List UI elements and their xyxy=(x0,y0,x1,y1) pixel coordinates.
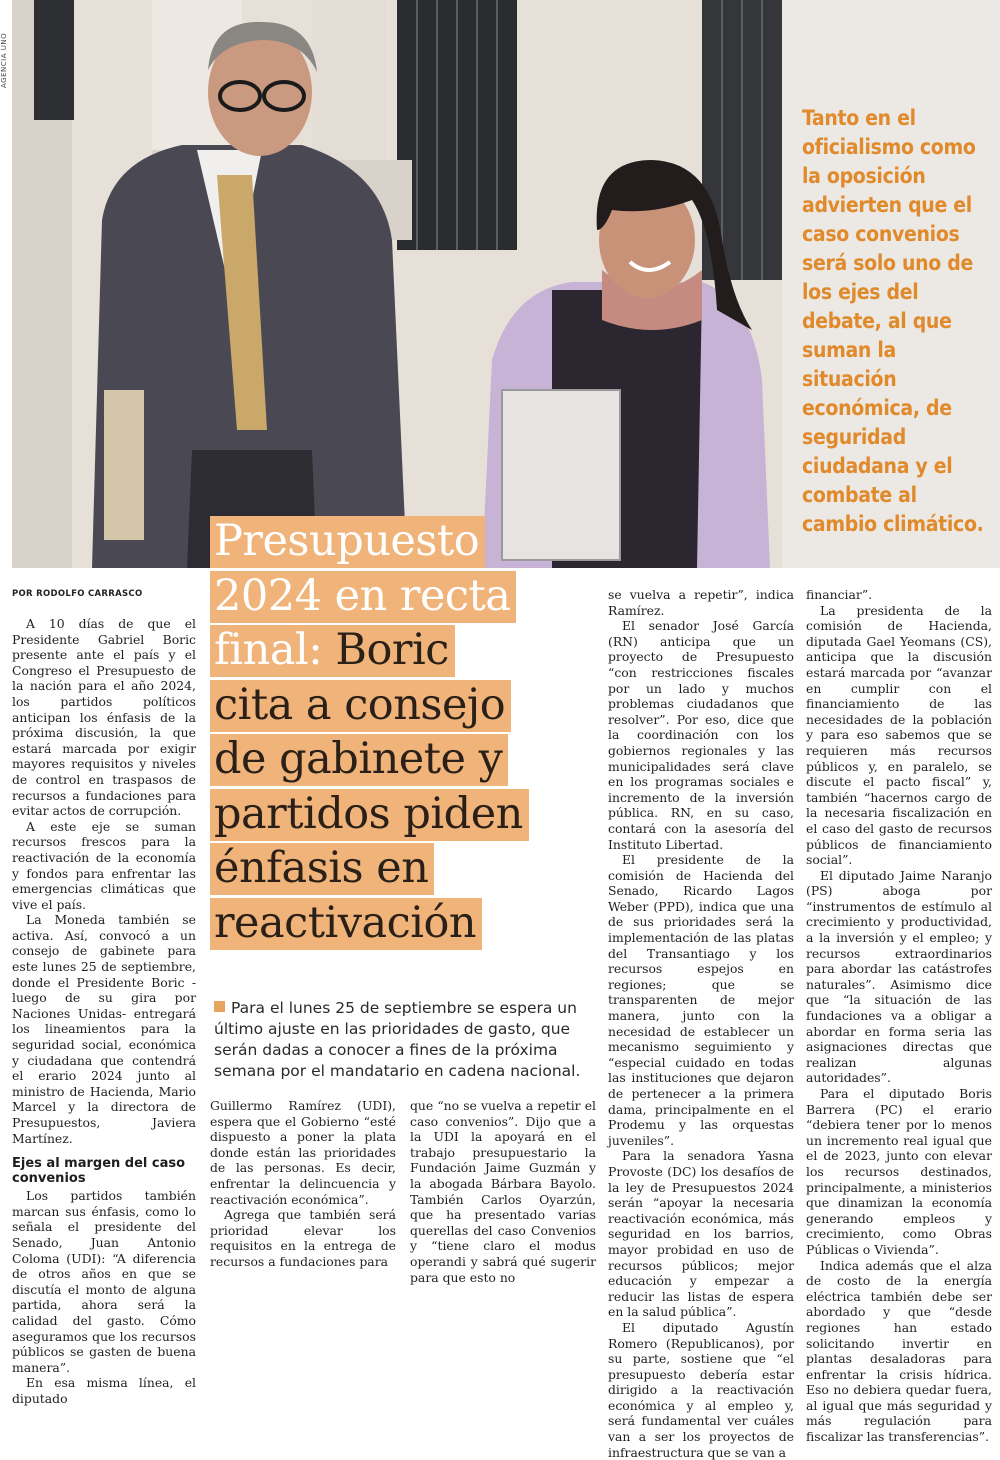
photo-credit: AGENCIA UNO xyxy=(0,32,8,88)
headline-line-7: énfasis en xyxy=(214,843,429,893)
article-column-5 xyxy=(806,587,992,1445)
paragraph: La Moneda también se activa. Así, convocó a un consejo de gabinete para este lunes 25 de septiembre, donde el Presidente Boric -luego de su gira por Naciones Unidas- entregará los lineamientos para la seguridad social, económica y ciudadana que contendrá el erario 2024 junto al ministro de Hacienda, Mario Marcel y la directora de Presupuestos, Javiera Martínez. xyxy=(12,912,196,1146)
paragraph: se vuelva a repetir”, indica Ramírez. xyxy=(608,587,794,618)
article-column-2 xyxy=(210,1098,396,1270)
headline-line-5: de gabinete y xyxy=(214,734,503,784)
pull-quote: Tanto en el oficialismo como la oposición advierten que el caso convenios será solo uno de los ejes del debate, al que suman la situación económica, de seguridad ciudadana y el combate al cambio climático. xyxy=(802,106,984,536)
paragraph: Para el diputado Boris Barrera (PC) el erario “debiera tener por lo menos un incremento real igual que el de 2023, junto con elevar los recursos destinados, principalmente, a ministerios que dinamizan la economía generando empleos y crecimiento, como Obras Públicas o Vivienda”. xyxy=(806,1086,992,1257)
paragraph: que “no se vuelva a repetir el caso convenios”. Dijo que a la UDI la apoyará en el trabajo presupuestario la Fundación Jaime Guzmán y la abogada Bárbara Bayolo. También Carlos Oyarzún, que ha presentado varias querellas del caso Convenios y “tiene claro el modus operandi y sabrá qué sugerir para que esto no xyxy=(410,1098,596,1285)
paragraph: El diputado Jaime Naranjo (PS) aboga por “instrumentos de estímulo al crecimiento y productividad, a la inversión y el empleo; y recursos extraordinarios para abordar las catástrofes naturales”. Asimismo dice que “la situación de las fundaciones va a obligar a abordar en forma seria las asignaciones directas que realizan algunas autoridades”. xyxy=(806,867,992,1086)
paragraph: El diputado Agustín Romero (Republicanos), por su parte, sostiene que “el presupuesto debería estar dirigido a la reactivación económica y al empleo y, será fundamental ver cuáles van a ser los proyectos de infraestructura que se van a xyxy=(608,1319,794,1460)
paragraph: Indica además que el alza de costo de la energía eléctrica también debe ser abordado y que “desde regiones han estado solicitando invertir en plantas desaladoras para enfrentar la crisis hídrica. Eso no debiera quedar fuera, al igual que más seguridad y más regulación para fiscalizar las transferencias”. xyxy=(806,1257,992,1445)
article-column-1 xyxy=(12,616,196,1407)
byline: POR RODOLFO CARRASCO xyxy=(12,589,143,599)
headline-line-4: cita a consejo xyxy=(214,679,506,730)
headline-line-3a: final: xyxy=(214,625,323,675)
paragraph: El presidente de la comisión de Hacienda del Senado, Ricardo Lagos Weber (PPD), indica que una de sus prioridades será la implementación de las platas del Transantiago y los recursos espejos en regiones; que se transparenten de mejor manera, junto con la necesidad de establecer un mecanismo seguimiento y “especial cuidado en todas las instituciones que dejaron de pertenecer a la primera dama, principalmente en el Prodemu y las orquestas juveniles”. xyxy=(608,852,794,1148)
paragraph: Los partidos también marcan sus énfasis, como lo señala el presidente del Senado, Juan Antonio Coloma (UDI): “A diferencia de otros años en que se discutía el monto de alguna partida, ahora será la calidad del gasto. Cómo aseguramos que los recursos públicos se gasten de buena manera”. xyxy=(12,1188,196,1375)
paragraph: Guillermo Ramírez (UDI), espera que el Gobierno “esté dispuesto a poner la plata donde están las prioridades de las personas. Es decir, enfrentar la delincuencia y reactivación económica”. xyxy=(210,1098,396,1207)
headline-line-3b: Boric xyxy=(335,625,449,675)
paragraph: Agrega que también será prioridad elevar los requisitos en la entrega de recursos a fundaciones para xyxy=(210,1207,396,1269)
article-column-3 xyxy=(410,1098,596,1285)
paragraph: La presidenta de la comisión de Hacienda, diputada Gael Yeomans (CS), anticipa que la discusión estará marcada por “avanzar en cumplir con el financiamiento de las necesidades de la población y para eso sabemos que se requieren más recursos públicos y, en paralelo, se discute el pacto fiscal” y, también “hacernos cargo de la necesaria fiscalización en el caso del gasto de recursos públicos de financiamiento social”. xyxy=(806,602,992,868)
headline-line-6: partidos piden xyxy=(214,788,523,839)
section-subhead: Ejes al margen del caso convenios xyxy=(12,1156,186,1187)
paragraph: Para la senadora Yasna Provoste (DC) los desafíos de la ley de Presupuestos 2024 serán “apoyar la necesaria reactivación económica, más seguridad en los barrios, mayor probidad en uso de recursos públicos; mejor educación y empezar a reducir las listas de espera en la salud pública”. xyxy=(608,1148,794,1320)
paragraph: A este eje se suman recursos frescos para la reactivación de la economía y fondos para enfrentar las emergencias climáticas que vive el país. xyxy=(12,818,196,912)
headline xyxy=(210,514,610,950)
headline-line-1: Presupuesto xyxy=(214,516,480,566)
paragraph: financiar”. xyxy=(806,587,873,602)
article-column-4 xyxy=(608,587,794,1460)
paragraph: En esa misma línea, el diputado xyxy=(12,1375,196,1406)
headline-line-8: reactivación xyxy=(214,897,477,948)
lead-text: Para el lunes 25 de septiembre se espera un último ajuste en las prioridades de gasto, que serán dadas a conocer a fines de la próxima semana por el mandatario en cadena nacional. xyxy=(214,999,581,1080)
bullet-square-icon xyxy=(214,1001,225,1012)
article-lead xyxy=(214,998,590,1082)
paragraph: El senador José García (RN) anticipa que un proyecto de Presupuesto “con restricciones fiscales por un lado y muchos problemas ciudadanos que resolver”. Por eso, dice que la coordinación con los gobiernos regionales y las municipalidades será clave en los programas sociales e incremento de la inversión pública. RN, en su caso, contará con la asesoría del Instituto Libertad. xyxy=(608,618,794,852)
paragraph: A 10 días de que el Presidente Gabriel Boric presente ante el país y el Congreso el Presupuesto de la nación para el año 2024, los partidos políticos anticipan los énfasis de la próxima discusión, la que estará marcada por exigir mayores requisitos y niveles de control en traspasos de recursos a fundaciones para evitar actos de corrupción. xyxy=(12,616,196,819)
headline-line-2: 2024 en recta xyxy=(214,570,511,621)
